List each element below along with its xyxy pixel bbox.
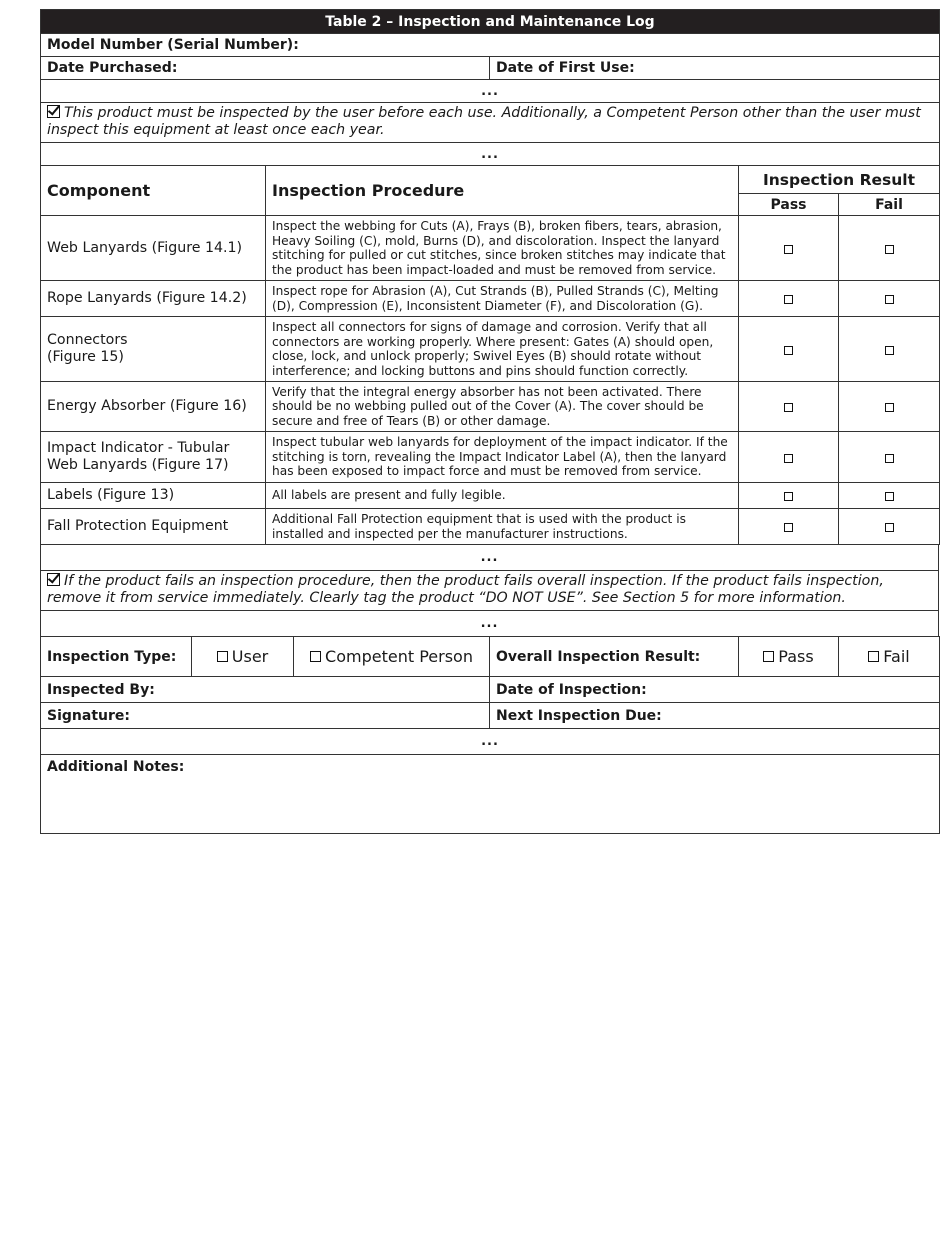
procedure-text: Inspect all connectors for signs of damage and corrosion. Verify that all connectors are working properly. Where present: Gates (A) should open, close, lock, and unlock properly; Swivel Eyes (B) should rotate without interference; and locking buttons and pins should function correctly. [266, 317, 739, 382]
fail-checkbox[interactable] [885, 245, 894, 254]
component-name: Web Lanyards (Figure 14.1) [41, 216, 266, 281]
fail-checkbox[interactable] [885, 492, 894, 501]
table-row [41, 317, 940, 382]
component-name: Labels (Figure 13) [41, 483, 266, 509]
overall-pass-option[interactable] [739, 637, 839, 677]
pass-option-label: Pass [778, 647, 814, 666]
fail-option-label: Fail [883, 647, 910, 666]
inspection-summary-table [40, 636, 940, 677]
pass-checkbox[interactable] [784, 245, 793, 254]
table-row [41, 509, 940, 545]
table-title: Table 2 – Inspection and Maintenance Log [41, 10, 940, 34]
table-row [41, 432, 940, 483]
component-column-header: Component [41, 166, 266, 216]
inspection-log-sheet [40, 9, 939, 834]
table-row [41, 382, 940, 432]
table-row [41, 216, 940, 281]
checkbox-icon[interactable] [217, 651, 228, 662]
ellipsis-row: ... [41, 545, 939, 571]
checked-box-icon [47, 573, 60, 586]
procedure-text: Inspect tubular web lanyards for deployment of the impact indicator. If the stitching is torn, revealing the Impact Indicator Label (A), then the lanyard has been exposed to impact force and must be removed from service. [266, 432, 739, 483]
table-row [41, 483, 940, 509]
inspection-notice [41, 103, 940, 143]
additional-notes-field[interactable] [41, 755, 940, 834]
ellipsis-row: ... [41, 80, 940, 103]
date-of-inspection-field[interactable]: Date of Inspection: [490, 677, 940, 703]
checked-box-icon [47, 105, 60, 118]
component-name: Fall Protection Equipment [41, 509, 266, 545]
pass-checkbox[interactable] [784, 492, 793, 501]
next-inspection-field[interactable]: Next Inspection Due: [490, 703, 940, 729]
ellipsis-row: ... [41, 729, 940, 755]
procedure-text: Additional Fall Protection equipment that is used with the product is installed and inspected per the manufacturer instructions. [266, 509, 739, 545]
pass-checkbox[interactable] [784, 403, 793, 412]
table-row [41, 281, 940, 317]
component-name: Rope Lanyards (Figure 14.2) [41, 281, 266, 317]
result-column-header: Inspection Result [739, 166, 940, 194]
procedure-text: Verify that the integral energy absorber has not been activated. There should be no webbing pulled out of the Cover (A). The cover should be secure and free of Tears (B) or other damage. [266, 382, 739, 432]
fail-notice [41, 571, 939, 611]
fail-checkbox[interactable] [885, 523, 894, 532]
overall-result-label: Overall Inspection Result: [490, 637, 739, 677]
ellipsis-row: ... [41, 143, 940, 166]
inspected-by-field[interactable]: Inspected By: [41, 677, 490, 703]
component-name: Connectors (Figure 15) [41, 317, 266, 382]
ellipsis-row: ... [41, 611, 939, 637]
signature-table [40, 676, 940, 834]
fail-notice-text: If the product fails an inspection procedure, then the product fails overall inspection. If the product fails inspection, remove it from service immediately. Clearly tag the product “DO NOT USE”. See Section 5 for more information. [47, 573, 884, 606]
component-name: Impact Indicator - Tubular Web Lanyards (Figure 17) [41, 432, 266, 483]
date-first-use-field[interactable]: Date of First Use: [490, 57, 940, 80]
procedure-text: All labels are present and fully legible. [266, 483, 739, 509]
overall-fail-option[interactable] [839, 637, 940, 677]
fail-checkbox[interactable] [885, 454, 894, 463]
pass-checkbox[interactable] [784, 295, 793, 304]
user-option-label: User [231, 647, 269, 666]
competent-option-label: Competent Person [325, 647, 473, 666]
fail-checkbox[interactable] [885, 403, 894, 412]
inspection-notice-text: This product must be inspected by the user before each use. Additionally, a Competent Person other than the user must inspect this equipment at least once each year. [47, 105, 921, 138]
pass-checkbox[interactable] [784, 454, 793, 463]
pass-column-header: Pass [739, 194, 839, 216]
procedure-text: Inspect rope for Abrasion (A), Cut Strands (B), Pulled Strands (C), Melting (D), Compression (E), Inconsistent Diameter (F), and Discoloration (G). [266, 281, 739, 317]
pass-checkbox[interactable] [784, 346, 793, 355]
additional-notes-label: Additional Notes: [47, 759, 185, 775]
fail-checkbox[interactable] [885, 295, 894, 304]
component-table [40, 165, 940, 545]
checkbox-icon[interactable] [763, 651, 774, 662]
checkbox-icon[interactable] [310, 651, 321, 662]
fail-checkbox[interactable] [885, 346, 894, 355]
checkbox-icon[interactable] [868, 651, 879, 662]
inspection-type-label: Inspection Type: [41, 637, 192, 677]
procedure-text: Inspect the webbing for Cuts (A), Frays (B), broken fibers, tears, abrasion, Heavy Soiling (C), mold, Burns (D), and discoloration. Inspect the lanyard stitching for pulled or cut stitches, since broken stitches may indicate that the product has been impact-loaded and must be removed from service. [266, 216, 739, 281]
pass-checkbox[interactable] [784, 523, 793, 532]
component-name: Energy Absorber (Figure 16) [41, 382, 266, 432]
user-option[interactable] [192, 637, 294, 677]
signature-field[interactable]: Signature: [41, 703, 490, 729]
procedure-column-header: Inspection Procedure [266, 166, 739, 216]
model-number-field[interactable]: Model Number (Serial Number): [41, 34, 940, 57]
header-table [40, 9, 940, 166]
date-purchased-field[interactable]: Date Purchased: [41, 57, 490, 80]
competent-person-option[interactable] [294, 637, 490, 677]
fail-notice-table [40, 544, 939, 637]
fail-column-header: Fail [839, 194, 940, 216]
